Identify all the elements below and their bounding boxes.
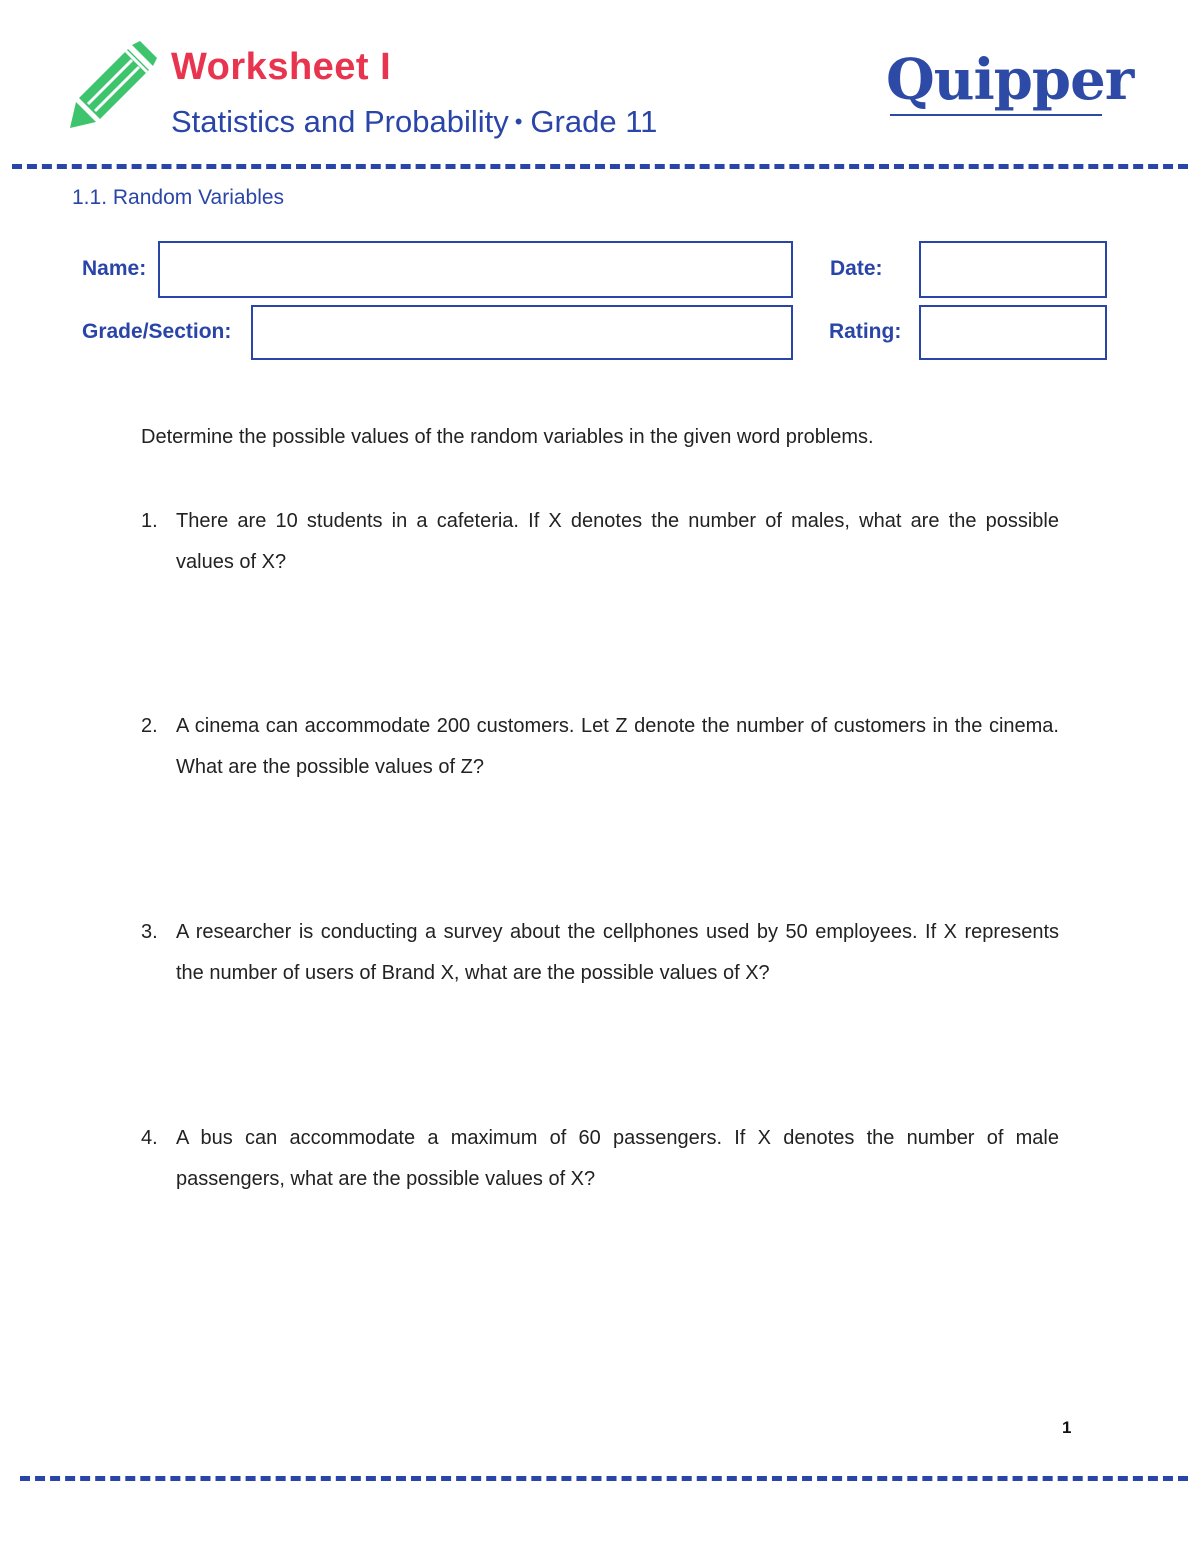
pencil-icon <box>66 40 158 132</box>
question-4 <box>141 1118 1059 1200</box>
rating-field[interactable] <box>919 305 1107 360</box>
name-field[interactable] <box>158 241 793 298</box>
question-text: A cinema can accommodate 200 customers. Let Z denote the number of customers in the cinema. What are the possible values of Z? <box>176 715 1059 778</box>
footer-divider <box>20 1476 1188 1481</box>
instructions: Determine the possible values of the random variables in the given word problems. <box>141 426 874 448</box>
question-number: 3. <box>141 921 158 943</box>
date-label: Date: <box>830 257 883 280</box>
date-field[interactable] <box>919 241 1107 298</box>
question-number: 1. <box>141 510 158 532</box>
worksheet-title: Worksheet I <box>171 46 392 88</box>
grade-text: Grade 11 <box>530 104 658 139</box>
question-text: There are 10 students in a cafeteria. If X denotes the number of males, what are the possible values of X? <box>176 510 1059 573</box>
logo-underline <box>890 114 1102 116</box>
question-2 <box>141 706 1059 788</box>
header-divider <box>12 164 1188 169</box>
question-1 <box>141 501 1059 583</box>
question-text: A bus can accommodate a maximum of 60 passengers. If X denotes the number of male passengers, what are the possible values of X? <box>176 1127 1059 1190</box>
grade-section-label: Grade/Section: <box>82 320 232 343</box>
page-number: 1 <box>1062 1418 1072 1437</box>
question-text: A researcher is conducting a survey about the cellphones used by 50 employees. If X represents the number of users of Brand X, what are the possible values of X? <box>176 921 1059 984</box>
subject-text: Statistics and Probability <box>171 104 509 139</box>
quipper-logo: Quipper <box>886 47 1134 113</box>
worksheet-subtitle <box>171 104 657 140</box>
question-3 <box>141 912 1059 994</box>
section-title: 1.1. Random Variables <box>72 186 285 209</box>
name-label: Name: <box>82 257 147 280</box>
question-number: 2. <box>141 715 158 737</box>
subtitle-separator: • <box>514 109 523 134</box>
rating-label: Rating: <box>829 320 902 343</box>
grade-section-field[interactable] <box>251 305 793 360</box>
question-number: 4. <box>141 1127 158 1149</box>
